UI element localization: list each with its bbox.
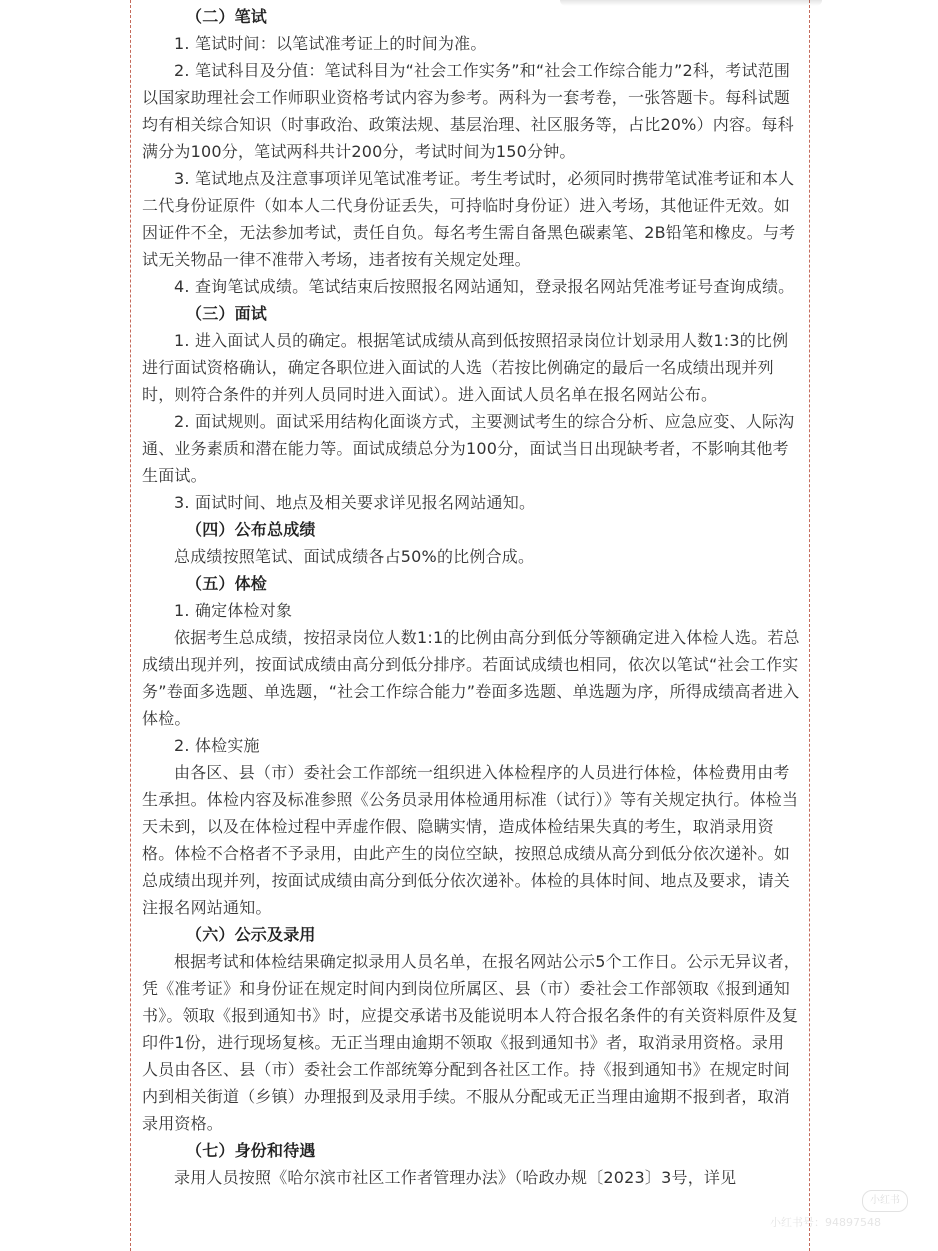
section-heading-publicity-hiring: （六）公示及录用: [186, 925, 316, 944]
watermark-badge: 小红书: [862, 1190, 908, 1212]
paragraph: 2. 体检实施: [174, 736, 260, 755]
paragraph: 2. 面试规则。面试采用结构化面谈方式，主要测试考生的综合分析、应急应变、人际沟通、业务素质和潜在能力等。面试成绩总分为100分，面试当日出现缺考者，不影响其他考生面试。: [142, 412, 795, 485]
paragraph: 3. 面试时间、地点及相关要求详见报名网站通知。: [174, 493, 536, 512]
section-heading-physical-exam: （五）体检: [186, 574, 268, 593]
paragraph: 录用人员按照《哈尔滨市社区工作者管理办法》（哈政办规〔2023〕3号，详见: [174, 1168, 737, 1187]
paragraph: 1. 确定体检对象: [174, 601, 293, 620]
watermark: [770, 1190, 920, 1240]
paragraph: 总成绩按照笔试、面试成绩各占50%的比例合成。: [174, 547, 535, 566]
paragraph: 3. 笔试地点及注意事项详见笔试准考证。考生考试时，必须同时携带笔试准考证和本人二代身份证原件（如本人二代身份证丢失，可持临时身份证）进入考场，其他证件无效。如因证件不全，无法参加考试，责任自负。每名考生需自备黑色碳素笔、2B铅笔和橡皮。与考试无关物品一律不准带入考场，违者按有关规定处理。: [142, 169, 796, 269]
section-heading-total-score: （四）公布总成绩: [186, 520, 316, 539]
section-heading-written-exam: （二）笔试: [186, 7, 268, 26]
section-heading-status-benefits: （七）身份和待遇: [186, 1141, 316, 1160]
paragraph: 依据考生总成绩，按招录岗位人数1:1的比例由高分到低分等额确定进入体检人选。若总成绩出现并列，按面试成绩由高分到低分排序。若面试成绩也相同，依次以笔试“社会工作实务”卷面多选题、单选题，“社会工作综合能力”卷面多选题、单选题为序，所得成绩高者进入体检。: [142, 628, 800, 728]
paragraph: 由各区、县（市）委社会工作部统一组织进入体检程序的人员进行体检，体检费用由考生承担。体检内容及标准参照《公务员录用体检通用标准（试行）》等有关规定执行。体检当天未到，以及在体检过程中弄虚作假、隐瞒实情，造成体检结果失真的考生，取消录用资格。体检不合格者不予录用，由此产生的岗位空缺，按照总成绩从高分到低分依次递补。如总成绩出现并列，按面试成绩由高分到低分依次递补。体检的具体时间、地点及要求，请关注报名网站通知。: [142, 763, 799, 917]
paragraph: 1. 笔试时间：以笔试准考证上的时间为准。: [174, 34, 487, 53]
paragraph: 1. 进入面试人员的确定。根据笔试成绩从高到低按照招录岗位计划录用人数1:3的比例进行面试资格确认，确定各职位进入面试的人选（若按比例确定的最后一名成绩出现并列时，则符合条件的并列人员同时进入面试）。进入面试人员名单在报名网站公布。: [142, 331, 789, 404]
section-heading-interview: （三）面试: [186, 304, 268, 323]
article-content: [142, 3, 800, 1191]
paragraph: 2. 笔试科目及分值：笔试科目为“社会工作实务”和“社会工作综合能力”2科，考试范围以国家助理社会工作师职业资格考试内容为参考。两科为一套考卷，一张答题卡。每科试题均有相关综合知识（时事政治、政策法规、基层治理、社区服务等，占比20%）内容。每科满分为100分，笔试两科共计200分，考试时间为150分钟。: [142, 61, 794, 161]
paragraph: 4. 查询笔试成绩。笔试结束后按照报名网站通知，登录报名网站凭准考证号查询成绩。: [174, 277, 795, 296]
watermark-text: 小红书号：9489754​8: [770, 1216, 881, 1229]
paragraph: 根据考试和体检结果确定拟录用人员名单，在报名网站公示5个工作日。公示无异议者，凭《准考证》和身份证在规定时间内到岗位所属区、县（市）委社会工作部领取《报到通知书》。领取《报到通知书》时，应提交承诺书及能说明本人符合报名条件的有关资料原件及复印件1份，进行现场复核。无正当理由逾期不领取《报到通知书》者，取消录用资格。录用人员由各区、县（市）委社会工作部统筹分配到各社区工作。持《报到通知书》在规定时间内到相关街道（乡镇）办理报到及录用手续。不服从分配或无正当理由逾期不报到者，取消录用资格。: [142, 952, 800, 1133]
